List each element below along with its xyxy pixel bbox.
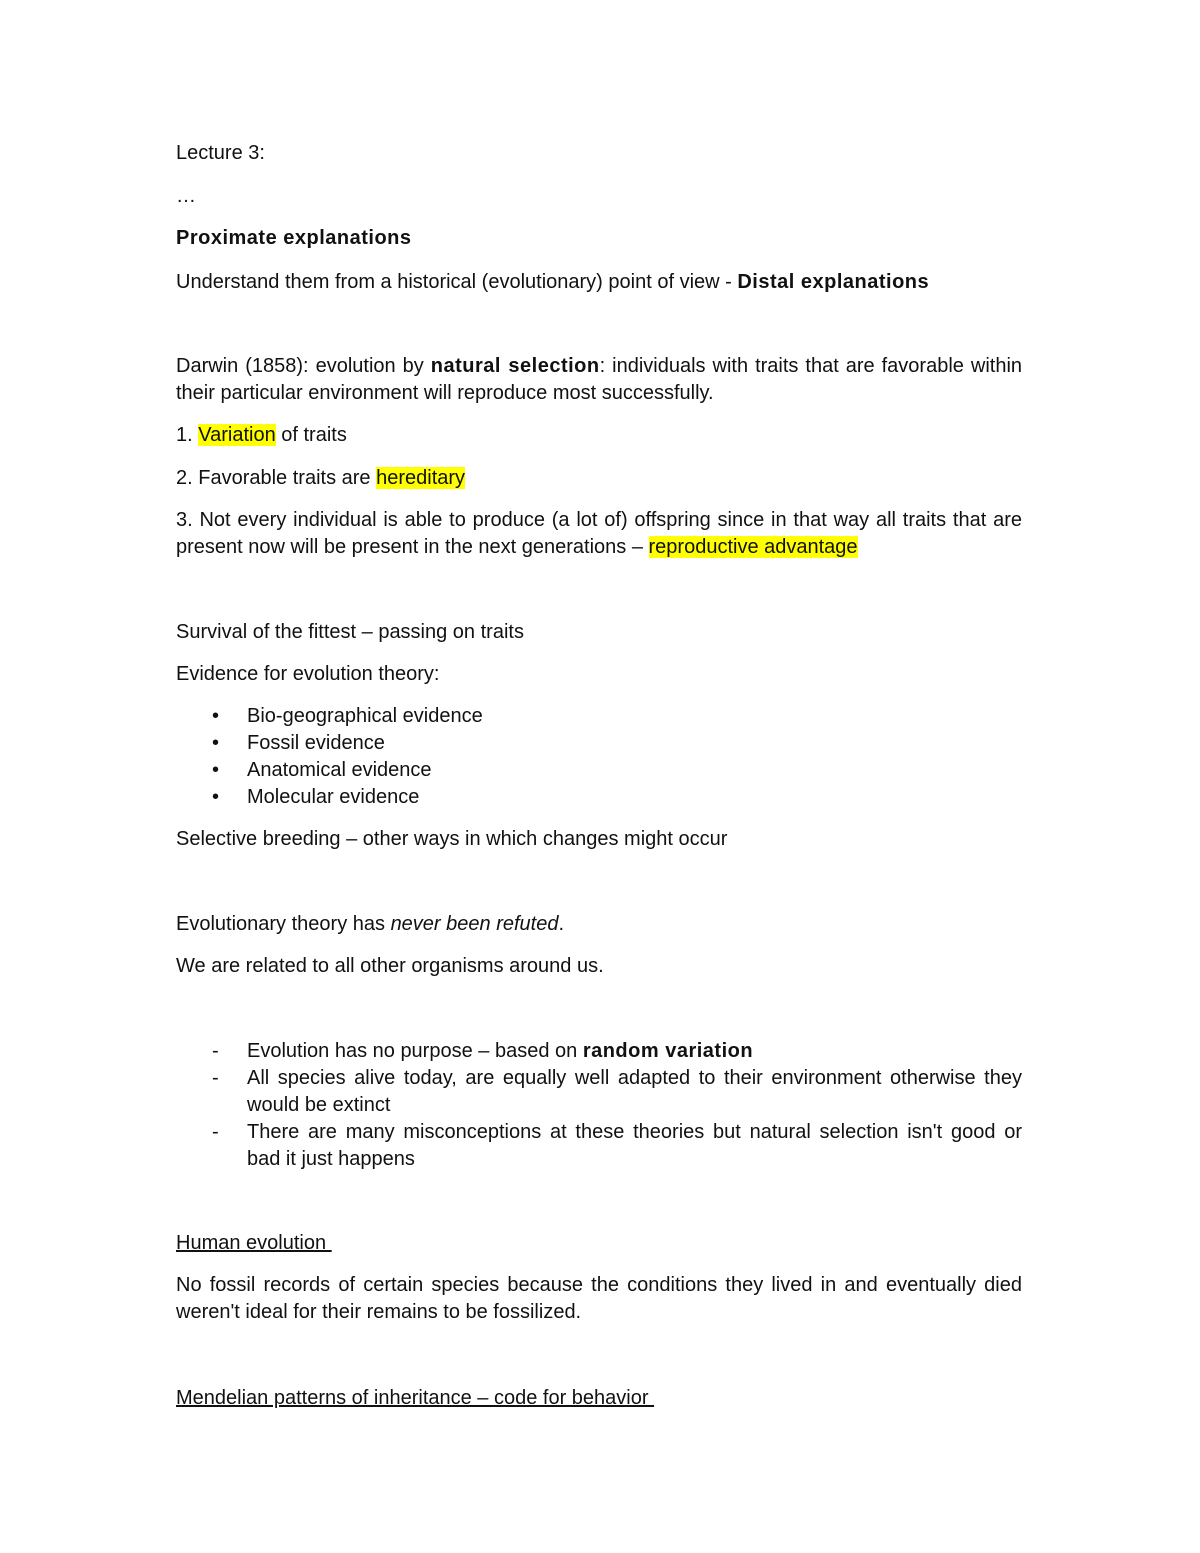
evidence-item-text: Anatomical evidence <box>247 759 432 781</box>
evidence-item-text: Bio-geographical evidence <box>247 705 483 727</box>
point-1-post: of traits <box>275 424 347 446</box>
never-refuted-italic: never been refuted <box>390 913 559 935</box>
point-2 <box>176 465 465 492</box>
dash-icon: - <box>212 1121 219 1143</box>
list-item <box>176 1119 1022 1173</box>
point-1-number: 1. <box>176 424 199 446</box>
bullet-icon: • <box>212 786 220 808</box>
survival-line: Survival of the fittest – passing on traits <box>176 621 524 643</box>
fossil-paragraph: No fossil records of certain species because the conditions they lived in and eventually died weren't ideal for their remains to be fossilized. <box>176 1274 1022 1323</box>
dash-item-3: There are many misconceptions at these theories but natural selection isn't good or bad it just happens <box>247 1121 1022 1170</box>
understand-text: Understand them from a historical (evolutionary) point of view - <box>176 271 738 293</box>
bullet-icon: • <box>212 705 220 727</box>
darwin-paragraph <box>176 353 1022 407</box>
dash-list <box>176 1038 1022 1173</box>
point-3-pre: 3. Not every individual is able to produce (a lot of) offspring since in that way all traits that are present now will be present in the next generations – <box>176 509 1022 558</box>
list-item <box>176 730 483 757</box>
dash-icon: - <box>212 1040 219 1062</box>
list-item <box>176 757 483 784</box>
evidence-list <box>176 703 483 811</box>
related-line: We are related to all other organisms around us. <box>176 955 604 977</box>
random-variation-term: random variation <box>582 1040 754 1062</box>
dash-item-2: All species alive today, are equally well adapted to their environment otherwise they would be extinct <box>247 1067 1022 1116</box>
hereditary-highlight: hereditary <box>376 467 466 489</box>
mendelian-heading: Mendelian patterns of inheritance – code for behavior <box>176 1387 655 1409</box>
bullet-icon: • <box>212 732 220 754</box>
lecture-title: Lecture 3: <box>176 142 265 164</box>
bullet-icon: • <box>212 759 220 781</box>
selective-breeding-line: Selective breeding – other ways in which changes might occur <box>176 828 728 850</box>
evidence-item-text: Fossil evidence <box>247 732 385 754</box>
reproductive-advantage-highlight: reproductive advantage <box>648 536 858 558</box>
list-item <box>176 1065 1022 1119</box>
dash-icon: - <box>212 1067 219 1089</box>
refuted-pre: Evolutionary theory has <box>176 913 391 935</box>
point-1 <box>176 422 347 449</box>
list-item <box>176 784 483 811</box>
darwin-post: : individuals with traits that are favorable within their particular environment will reproduce most successfully. <box>176 355 1023 404</box>
point-2-pre: 2. Favorable traits are <box>176 467 377 489</box>
point-3 <box>176 507 1022 561</box>
evidence-intro: Evidence for evolution theory: <box>176 663 440 685</box>
evidence-item-text: Molecular evidence <box>247 786 420 808</box>
dash-item-1-pre: Evolution has no purpose – based on <box>247 1040 583 1062</box>
understand-line <box>176 269 929 296</box>
variation-highlight: Variation <box>198 424 276 446</box>
refuted-post: . <box>558 913 565 935</box>
list-item <box>176 1038 1022 1065</box>
ellipsis: … <box>176 185 196 207</box>
human-evolution-heading: Human evolution <box>176 1232 332 1254</box>
list-item <box>176 703 483 730</box>
natural-selection-term: natural selection <box>430 355 600 377</box>
darwin-pre: Darwin (1858): evolution by <box>176 355 431 377</box>
refuted-line <box>176 911 564 938</box>
distal-explanations: Distal explanations <box>737 271 930 293</box>
proximate-heading: Proximate explanations <box>176 227 412 249</box>
